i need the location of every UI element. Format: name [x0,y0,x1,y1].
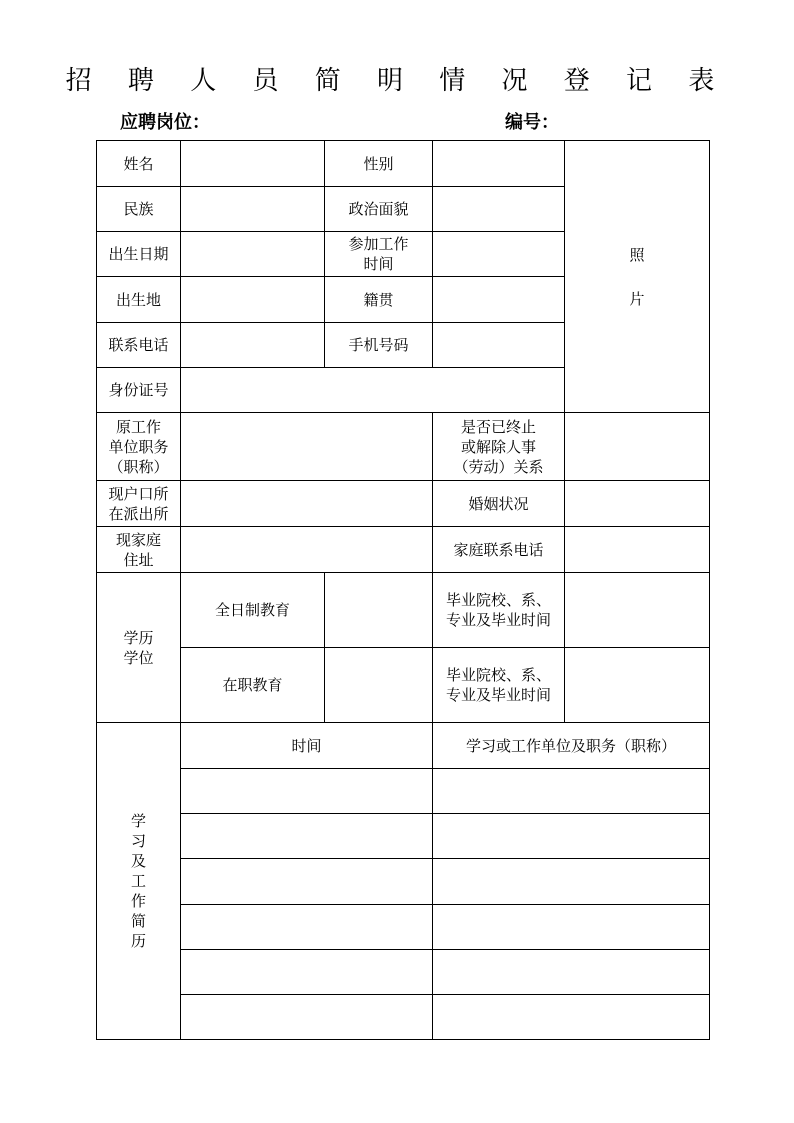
id-number-label: 身份证号 [97,368,181,413]
household-label: 现户口所 在派出所 [97,481,181,527]
mobile-label: 手机号码 [325,323,433,368]
graduation1-label: 毕业院校、系、 专业及毕业时间 [433,573,565,648]
birth-date-field[interactable] [181,232,325,277]
name-field[interactable] [181,141,325,187]
former-unit-label: 原工作 单位职务 （职称） [97,413,181,481]
name-label: 姓名 [97,141,181,187]
resume-time-field[interactable] [181,905,433,950]
work-start-field[interactable] [433,232,565,277]
ethnicity-label: 民族 [97,187,181,232]
marital-field[interactable] [565,481,710,527]
birth-date-label: 出生日期 [97,232,181,277]
onjob-label: 在职教育 [181,648,325,723]
onjob-field[interactable] [325,648,433,723]
birthplace-field[interactable] [181,277,325,323]
resume-unit-field[interactable] [433,950,710,995]
education-label: 学历 学位 [97,573,181,723]
political-status-label: 政治面貌 [325,187,433,232]
photo-box[interactable] [565,141,710,413]
resume-unit-field[interactable] [433,905,710,950]
graduation2-field[interactable] [565,648,710,723]
resume-unit-field[interactable] [433,859,710,905]
address-field[interactable] [181,527,433,573]
gender-label: 性别 [325,141,433,187]
resume-label: 学 习 及 工 作 简 历 [97,723,181,1040]
household-field[interactable] [181,481,433,527]
resume-unit-field[interactable] [433,814,710,859]
number-label: 编号： [505,112,559,133]
work-start-label: 参加工作 时间 [325,232,433,277]
resume-unit-field[interactable] [433,995,710,1040]
contact-phone-field[interactable] [181,323,325,368]
resume-time-field[interactable] [181,814,433,859]
ethnicity-field[interactable] [181,187,325,232]
fulltime-field[interactable] [325,573,433,648]
fulltime-label: 全日制教育 [181,573,325,648]
contact-phone-label: 联系电话 [97,323,181,368]
native-place-label: 籍贯 [325,277,433,323]
time-column-header: 时间 [181,723,433,769]
graduation1-field[interactable] [565,573,710,648]
photo-label: 照 片 [629,245,645,308]
graduation2-label: 毕业院校、系、 专业及毕业时间 [433,648,565,723]
resume-time-field[interactable] [181,859,433,905]
form-title: 招 聘 人 员 简 明 情 况 登 记 表 [65,66,729,96]
resume-time-field[interactable] [181,769,433,814]
marital-label: 婚姻状况 [433,481,565,527]
former-unit-field[interactable] [181,413,433,481]
registration-table [96,140,710,1040]
resume-unit-field[interactable] [433,769,710,814]
native-place-field[interactable] [433,277,565,323]
terminated-field[interactable] [565,413,710,481]
id-number-field[interactable] [181,368,565,413]
address-label: 现家庭 住址 [97,527,181,573]
unit-column-header: 学习或工作单位及职务（职称） [433,723,710,769]
terminated-label: 是否已终止 或解除人事 （劳动）关系 [433,413,565,481]
mobile-field[interactable] [433,323,565,368]
home-phone-field[interactable] [565,527,710,573]
resume-time-field[interactable] [181,995,433,1040]
position-label: 应聘岗位： [120,112,210,133]
resume-time-field[interactable] [181,950,433,995]
gender-field[interactable] [433,141,565,187]
birthplace-label: 出生地 [97,277,181,323]
home-phone-label: 家庭联系电话 [433,527,565,573]
political-status-field[interactable] [433,187,565,232]
